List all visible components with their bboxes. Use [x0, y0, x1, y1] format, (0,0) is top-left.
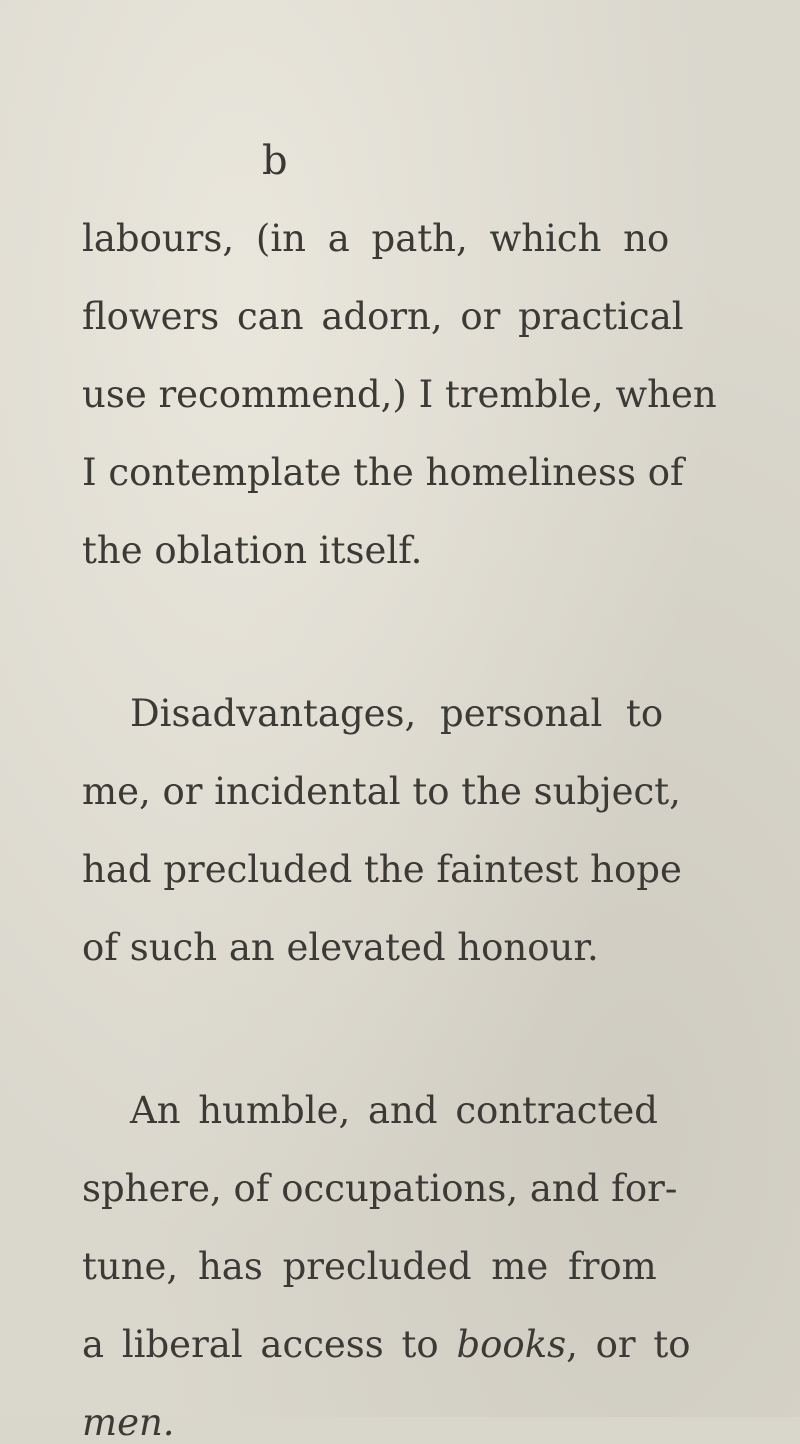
text-line: had precluded the faintest hope: [82, 848, 682, 891]
text-line: men.: [82, 1401, 175, 1444]
text-line: An humble, and contracted: [130, 1089, 658, 1132]
text-line: of such an elevated honour.: [82, 926, 599, 969]
text-line-with-italic: [82, 1323, 691, 1366]
text-line: the oblation itself.: [82, 529, 423, 572]
text-segment: a liberal access to: [82, 1323, 457, 1366]
text-line: sphere, of occupations, and for-: [82, 1167, 678, 1210]
text-segment: , or to: [566, 1323, 691, 1366]
italic-word: books: [456, 1323, 567, 1366]
text-line: use recommend,) I tremble, when: [82, 373, 717, 416]
text-line: flowers can adorn, or practical: [82, 295, 684, 338]
text-line: labours, (in a path, which no: [82, 217, 670, 260]
signature-mark: b: [262, 138, 289, 184]
text-line: I contemplate the homeliness of: [82, 451, 684, 494]
text-line: tune, has precluded me from: [82, 1245, 657, 1288]
text-line: me, or incidental to the subject,: [82, 770, 681, 813]
text-line: Disadvantages, personal to: [130, 692, 664, 735]
